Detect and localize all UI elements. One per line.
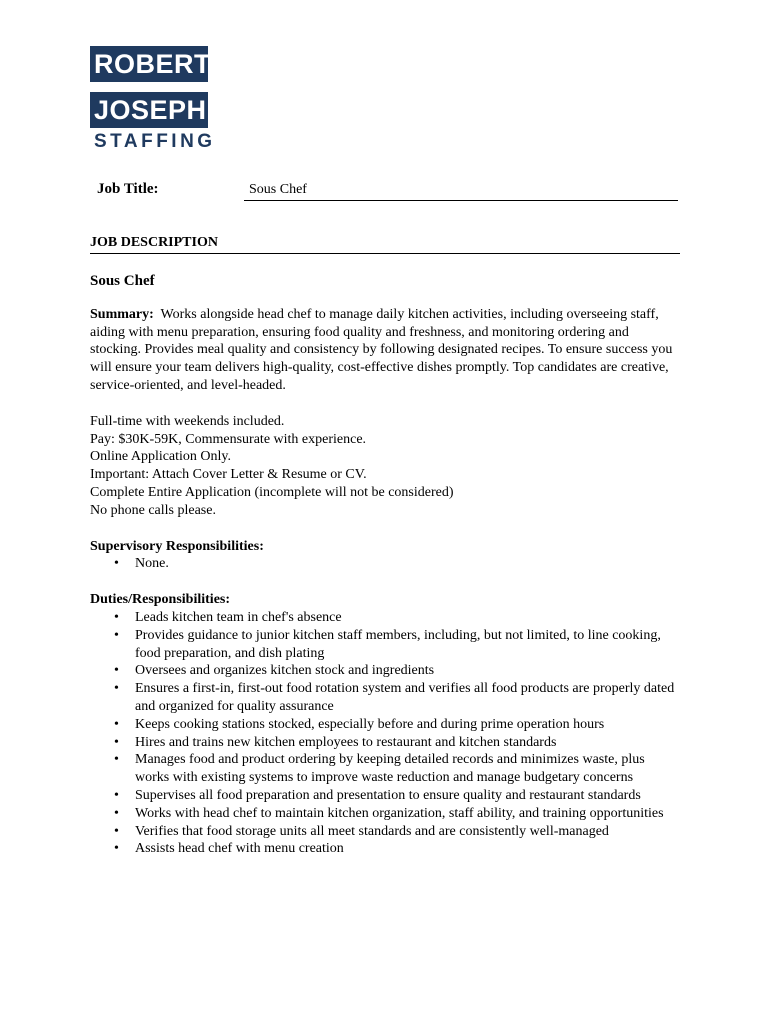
logo-line-joseph: JOSEPH <box>90 92 208 128</box>
info-line: No phone calls please. <box>90 502 216 518</box>
company-logo <box>90 46 230 153</box>
info-line: Full-time with weekends included. <box>90 413 285 429</box>
supervisory-list <box>90 555 680 573</box>
role-heading: Sous Chef <box>90 273 155 289</box>
job-title-row <box>97 181 678 201</box>
info-line: Online Application Only. <box>90 449 232 465</box>
employment-info <box>90 413 680 520</box>
summary-text: Works alongside head chef to manage daily kitchen activities, including overseeing staff, aiding with menu preparation, ensuring food quality and freshness, and monitoring ordering and stocking. Provides meal quality and consistency by following designated recipes. To ensure success you will ensure your team delivers high-quality, cost-effective dishes promptly. Top candidates are creative, service-oriented, and level-headed. <box>90 306 673 393</box>
list-item: • Oversees and organizes kitchen stock and ingredients <box>135 662 680 680</box>
section-header-job-description: JOB DESCRIPTION <box>90 235 680 254</box>
logo-line-roberts: ROBERTS <box>90 46 208 82</box>
summary-paragraph <box>90 306 680 395</box>
list-item: • Verifies that food storage units all meet standards and are consistently well-managed <box>135 823 680 841</box>
summary-label: Summary: <box>90 306 154 322</box>
list-item: • Provides guidance to junior kitchen staff members, including, but not limited, to line cooking, food preparation, and dish plating <box>135 627 680 663</box>
job-title-label: Job Title: <box>97 181 159 197</box>
list-item: • Supervises all food preparation and presentation to ensure quality and restaurant standards <box>135 787 680 805</box>
info-line: Important: Attach Cover Letter & Resume or CV. <box>90 467 367 483</box>
list-item: • None. <box>135 555 680 573</box>
list-item: • Keeps cooking stations stocked, especially before and during prime operation hours <box>135 716 680 734</box>
supervisory-heading: Supervisory Responsibilities: <box>90 538 264 554</box>
job-title-value: Sous Chef <box>244 182 678 201</box>
list-item: • Ensures a first-in, first-out food rotation system and verifies all food products are properly dated and organized for quality assurance <box>135 680 680 716</box>
duties-list <box>90 609 680 858</box>
list-item: • Hires and trains new kitchen employees to restaurant and kitchen standards <box>135 734 680 752</box>
duties-heading: Duties/Responsibilities: <box>90 592 231 608</box>
logo-line-staffing: STAFFING <box>94 131 216 152</box>
list-item: • Assists head chef with menu creation <box>135 840 680 858</box>
list-item: • Leads kitchen team in chef's absence <box>135 609 680 627</box>
list-item: • Manages food and product ordering by keeping detailed records and minimizes waste, plus works with existing systems to improve waste reduction and manage budgetary concerns <box>135 751 680 787</box>
info-line: Pay: $30K-59K, Commensurate with experience. <box>90 431 367 447</box>
list-item: • Works with head chef to maintain kitchen organization, staff ability, and training opportunities <box>135 805 680 823</box>
document-body <box>90 273 680 876</box>
info-line: Complete Entire Application (incomplete will not be considered) <box>90 484 454 500</box>
